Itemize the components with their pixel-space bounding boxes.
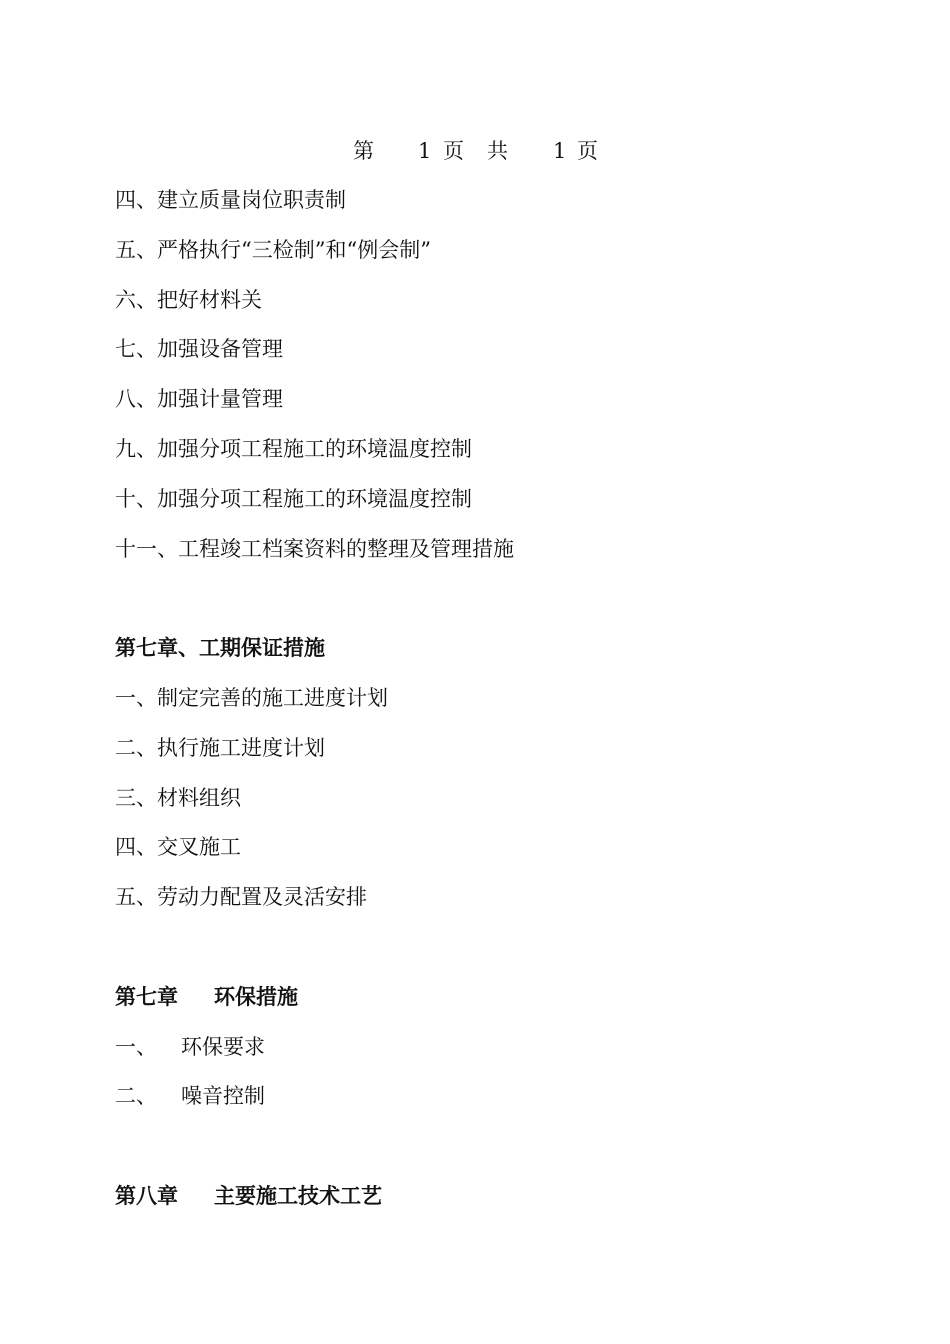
item-number: 二、 xyxy=(115,1084,157,1109)
toc-line xyxy=(115,1081,875,1131)
chapter-number: 第八章 xyxy=(115,1182,178,1208)
toc-line: 三、材料组织 xyxy=(115,785,241,810)
toc-line: 六、把好材料关 xyxy=(115,287,262,312)
blank-line xyxy=(115,932,875,982)
chapter-heading-schedule: 第七章、工期保证措施 xyxy=(115,635,325,661)
toc-line: 十一、工程竣工档案资料的整理及管理措施 xyxy=(115,536,514,561)
chapter-heading-environment xyxy=(115,982,875,1032)
page-header xyxy=(0,136,950,166)
item-text: 噪音控制 xyxy=(181,1084,265,1109)
item-number: 一、 xyxy=(115,1034,157,1059)
chapter-number: 第七章 xyxy=(115,983,178,1009)
toc-line: 一、制定完善的施工进度计划 xyxy=(115,685,388,710)
toc-line: 八、加强计量管理 xyxy=(115,387,283,412)
header-page-number: 1 xyxy=(418,139,432,163)
toc-line: 四、建立质量岗位职责制 xyxy=(115,188,346,212)
header-di: 第 xyxy=(353,139,374,163)
header-ye: 页 xyxy=(443,139,464,163)
toc-line: 五、劳动力配置及灵活安排 xyxy=(115,885,367,910)
header-gong: 共 xyxy=(487,139,508,163)
header-total-pages: 1 xyxy=(553,139,567,163)
toc-line: 二、执行施工进度计划 xyxy=(115,735,325,760)
toc-line: 十、加强分项工程施工的环境温度控制 xyxy=(115,486,472,511)
toc-line: 九、加强分项工程施工的环境温度控制 xyxy=(115,436,472,461)
toc-line: 七、加强设备管理 xyxy=(115,337,283,362)
chapter-heading-technology xyxy=(115,1181,875,1231)
toc-line: 五、严格执行“三检制”和“例会制” xyxy=(115,237,431,262)
header-ye-total: 页 xyxy=(577,139,598,163)
document-body xyxy=(115,185,875,1231)
item-text: 环保要求 xyxy=(181,1034,265,1059)
blank-line xyxy=(115,583,875,633)
chapter-title: 主要施工技术工艺 xyxy=(214,1182,382,1208)
blank-line xyxy=(115,1131,875,1181)
chapter-title: 环保措施 xyxy=(214,983,298,1009)
toc-line: 四、交叉施工 xyxy=(115,835,241,860)
toc-line xyxy=(115,1032,875,1082)
